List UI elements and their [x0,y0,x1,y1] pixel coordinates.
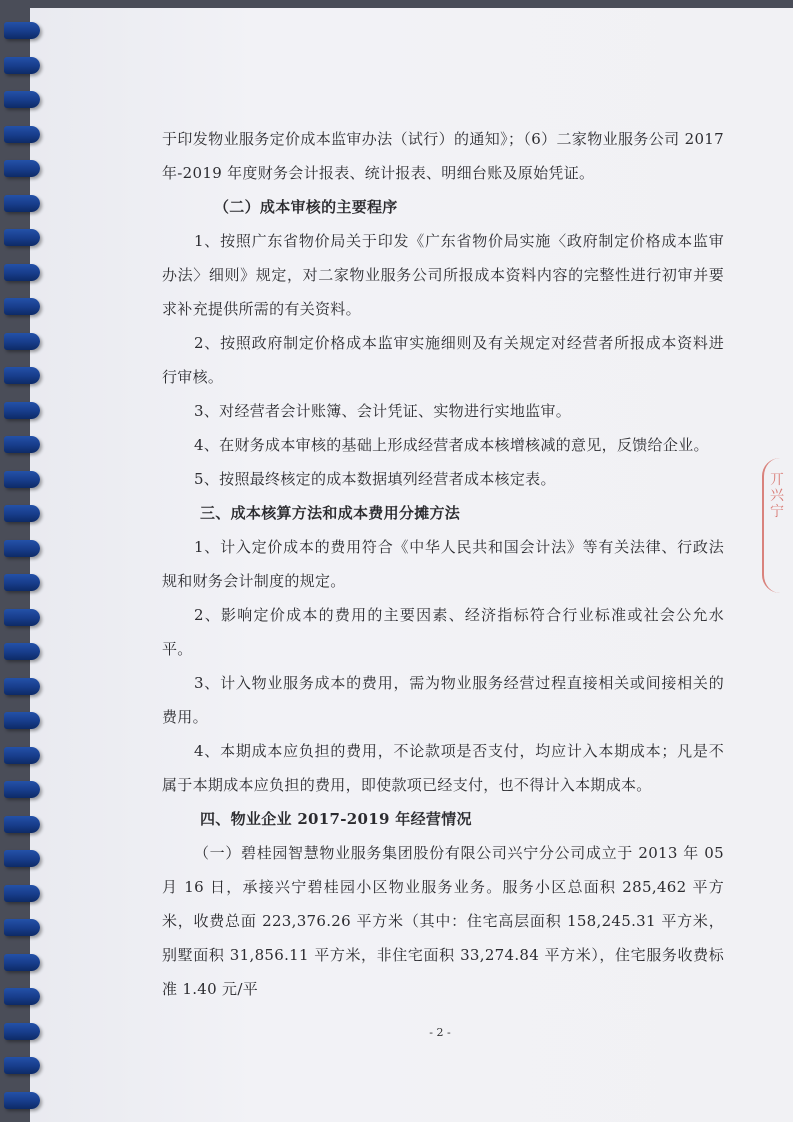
procedure-item-2: 2、按照政府制定价格成本监审实施细则及有关规定对经营者所报成本资料进行审核。 [162,334,724,386]
method-item-3: 3、计入物业服务成本的费用，需为物业服务经营过程直接相关或间接相关的费用。 [162,674,724,726]
binding-ring [4,988,40,1005]
heading-accounting-method: 三、成本核算方法和成本费用分摊方法 [200,504,461,522]
red-seal-stamp: 丌兴宁 [762,458,792,593]
heading-review-procedure: （二）成本审核的主要程序 [214,198,398,216]
binding-ring [4,747,40,764]
procedure-item-3: 3、对经营者会计账簿、会计凭证、实物进行实地监审。 [194,402,572,420]
heading-operations: 四、物业企业 2017-2019 年经营情况 [200,810,472,828]
binding-ring [4,505,40,522]
method-item-1: 1、计入定价成本的费用符合《中华人民共和国会计法》等有关法律、行政法规和财务会计制度的规定。 [162,538,724,590]
binding-ring [4,333,40,350]
binding-ring [4,850,40,867]
procedure-item-1: 1、按照广东省物价局关于印发《广东省物价局实施〈政府制定价格成本监审办法〉细则》规定，对二家物业服务公司所报成本资料内容的完整性进行初审并要求补充提供所需的有关资料。 [162,232,724,318]
binding-ring [4,954,40,971]
binding-ring [4,22,40,39]
binding-ring [4,919,40,936]
body-text [162,122,724,1006]
procedure-item-4: 4、在财务成本审核的基础上形成经营者成本核增核减的意见，反馈给企业。 [194,436,709,454]
binding-ring [4,471,40,488]
binding-ring [4,609,40,626]
binding-ring [4,816,40,833]
method-item-4: 4、本期成本应负担的费用，不论款项是否支付，均应计入本期成本；凡是不属于本期成本应负担的费用，即使款项已经支付，也不得计入本期成本。 [162,742,724,794]
document-page [30,8,793,1122]
binding-ring [4,229,40,246]
spiral-binding [0,0,48,1122]
binding-ring [4,643,40,660]
binding-ring [4,264,40,281]
binding-ring [4,1057,40,1074]
binding-ring [4,1023,40,1040]
binding-ring [4,781,40,798]
binding-ring [4,1092,40,1109]
binding-ring [4,195,40,212]
binding-ring [4,57,40,74]
binding-ring [4,436,40,453]
binding-ring [4,712,40,729]
binding-ring [4,298,40,315]
paragraph-refs-continued: 于印发物业服务定价成本监审办法（试行）的通知》；（6）二家物业服务公司 2017年-2019 年度财务会计报表、统计报表、明细台账及原始凭证。 [162,130,724,182]
binding-ring [4,402,40,419]
binding-ring [4,540,40,557]
binding-ring [4,160,40,177]
binding-ring [4,126,40,143]
binding-ring [4,574,40,591]
procedure-item-5: 5、按照最终核定的成本数据填列经营者成本核定表。 [194,470,556,488]
binding-ring [4,367,40,384]
binding-ring [4,91,40,108]
binding-ring [4,678,40,695]
binding-ring [4,885,40,902]
operations-item-1: （一）碧桂园智慧物业服务集团股份有限公司兴宁分公司成立于 2013 年 05 月 16 日，承接兴宁碧桂园小区物业服务业务。服务小区总面积 285,462 平方米，收费总面 223,376.26 平方米（其中：住宅高层面积 158,245.31 平方米，别墅面积 31,856.11 平方米，非住宅面积 33,274.84 平方米），住宅服务收费标准 1.40 元/平 [162,844,724,998]
method-item-2: 2、影响定价成本的费用的主要因素、经济指标符合行业标准或社会公允水平。 [162,606,724,658]
page-number: - 2 - [429,1026,451,1039]
